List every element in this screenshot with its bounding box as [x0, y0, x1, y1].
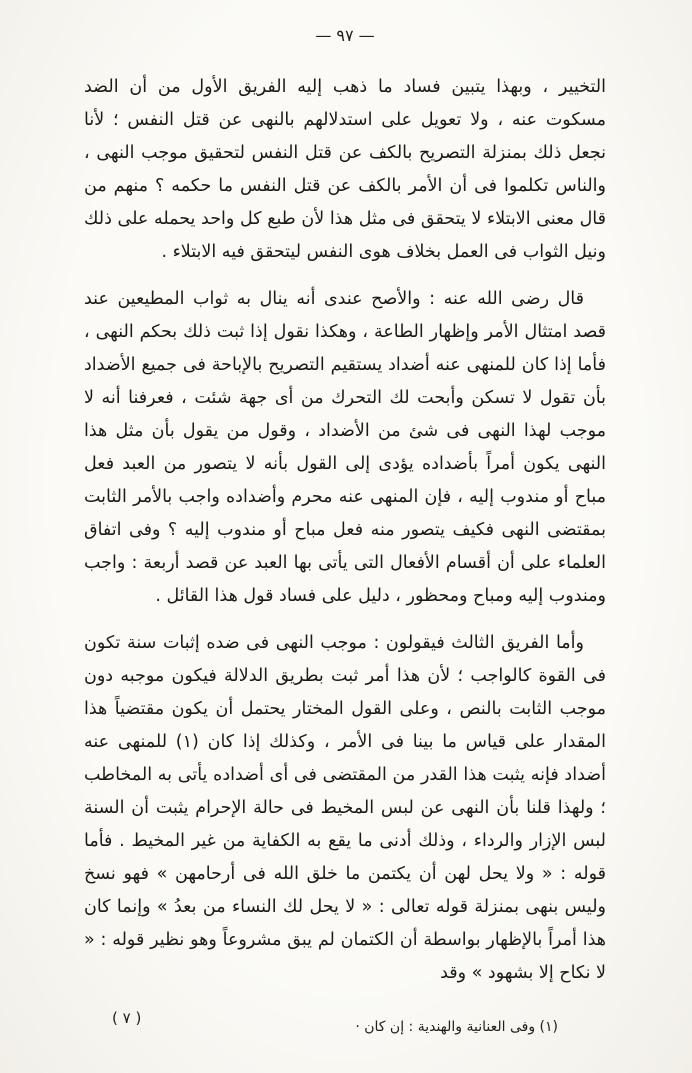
text-block	[84, 71, 606, 990]
page-number-top: — ٩٧ —	[315, 26, 375, 45]
paragraph-2: قال رضى الله عنه : والأصح عندى أنه ينال به ثواب المطيعين عند قصد امتثال الأمر وإظهار الطاعة ، وهكذا نقول إذا ثبت ذلك بحكم النهى ، فأما إذا كان للمنهى عنه أضداد يستقيم التصريح بالإباحة فى جميع الأضداد بأن تقول لا تسكن وأبحت لك التحرك من أى جهة شئت ، فعرفنا أنه لا موجب لهذا النهى فى شئ من الأضداد ، وقول من يقول بأن مثل هذا النهى يكون أمراً بأضداده يؤدى إلى القول بأنه لا يتصور من العبد فعل مباح أو مندوب إليه ، فإن المنهى عنه محرم وأضداده واجب بالأمر الثابت بمقتضى النهى فكيف يتصور منه فعل مباح أو مندوب إليه ؟ وفى اتفاق العلماء على أن أقسام الأفعال التى يأتى بها العبد عن قصد أربعة : واجب ومندوب إليه ومباح ومحظور ، دليل على فساد قول هذا القائل .	[84, 289, 606, 606]
page-number-bottom: ( ٧ )	[112, 1009, 142, 1027]
paragraph-1: التخيير ، وبهذا يتبين فساد ما ذهب إليه الفريق الأول من أن الضد مسكوت عنه ، ولا تعويل على استدلالهم بالنهى عن قتل النفس ؛ لأنا نجعل ذلك بمنزلة التصريح بالكف عن قتل النفس لتحقيق موجب النهى ، والناس تكلموا فى أن الأمر بالكف عن قتل النفس ما حكمه ؟ منهم من قال معنى الابتلاء لا يتحقق فى مثل هذا لأن طبع كل واحد يحمله على ذلك ونيل الثواب فى العمل بخلاف هوى النفس ليتحقق فيه الابتلاء .	[84, 77, 606, 262]
paragraph-3: وأما الفريق الثالث فيقولون : موجب النهى فى ضده إثبات سنة تكون فى القوة كالواجب ؛ لأن هذا أمر ثبت بطريق الدلالة فيكون موجبه دون موجب الثابت بالنص ، وعلى القول المختار يحتمل أن يكون مقتضياً هذا المقدار على قياس ما بينا فى الأمر ، وكذلك إذا كان (١) للمنهى عنه أضداد فإنه يثبت هذا القدر من المقتضى فى أى أضداده يأتى به المخاطب ؛ ولهذا قلنا بأن النهى عن لبس المخيط فى حالة الإحرام يثبت أن السنة لبس الإزار والرداء ، وذلك أدنى ما يقع به الكفاية من غير المخيط . فأما قوله : « ولا يحل لهن أن يكتمن ما خلق الله فى أرحامهن » فهو نسخ وليس بنهى بمنزلة قوله تعالى : « لا يحل لك النساء من بعدُ » وإنما كان هذا أمراً بالإظهار بواسطة أن الكتمان لم يبق مشروعاً وهو نظير قوله : « لا نكاح إلا بشهود » وقد	[84, 633, 606, 983]
footnote: (١) وفى العنانية والهندية : إن كان ·	[355, 1019, 558, 1035]
